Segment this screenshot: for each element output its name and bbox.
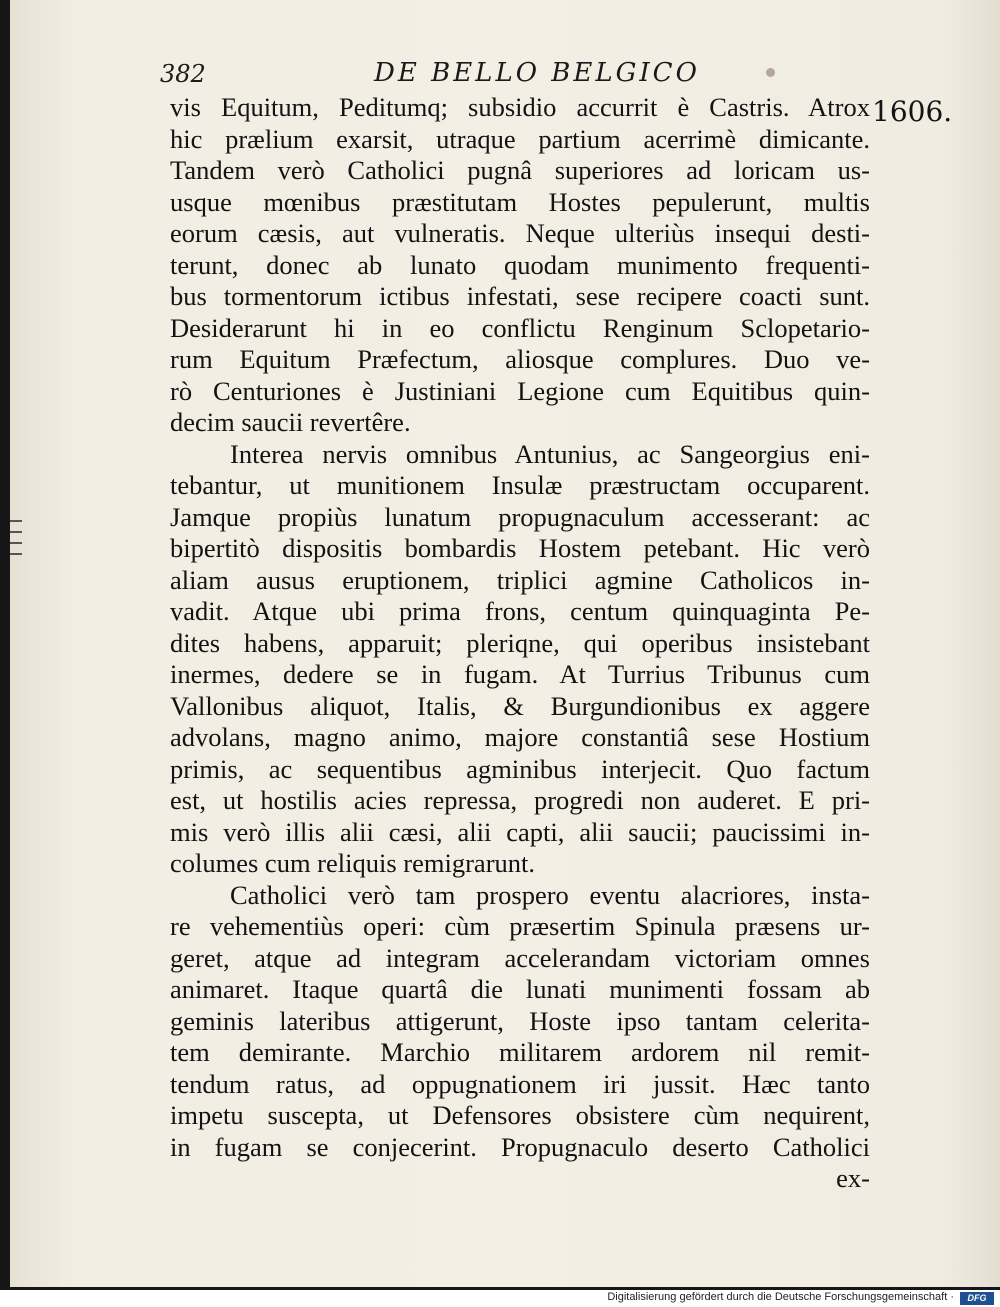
- gutter-marks: [10, 520, 24, 580]
- paragraph-start-line: Interea nervis omnibus Antunius, ac Sangeorgius eni-: [230, 438, 870, 469]
- text-line: geminis lateribus attigerunt, Hoste ipso tantam celerita-: [170, 1005, 870, 1036]
- dfg-logo: DFG: [960, 1292, 994, 1305]
- text-line: Desiderarunt hi in eo conflictu Renginum Sclopetario-: [170, 312, 870, 343]
- paragraph-end-line: columes cum reliquis remigrarunt.: [170, 848, 536, 878]
- text-line: dites habens, apparuit; pleriqne, qui operibus insistebant: [170, 627, 870, 658]
- text-line: bus tormentorum ictibus infestati, sese recipere coacti sunt.: [170, 281, 870, 311]
- text-line: re vehementiùs operi: cùm præsertim Spinula præsens ur-: [170, 911, 870, 941]
- text-line: in fugam se conjecerint. Propugnaculo deserto Catholici: [170, 1131, 870, 1162]
- text-line: hic prælium exarsit, utraque partium acerrimè dimicante.: [170, 123, 870, 154]
- margin-year: 1606.: [872, 95, 953, 128]
- text-line: mis verò illis alii cæsi, alii capti, alii saucii; paucissimi in-: [170, 816, 870, 847]
- paragraph-start-line: Catholici verò tam prospero eventu alacriores, insta-: [230, 879, 870, 910]
- body-text: [170, 92, 870, 1195]
- text-line: inermes, dedere se in fugam. At Turrius Tribunus cum: [170, 659, 870, 689]
- text-line: advolans, magno animo, majore constantiâ sese Hostium: [170, 722, 870, 752]
- text-line: eorum cæsis, aut vulneratis. Neque ulteriùs insequi desti-: [170, 218, 870, 248]
- text-line: geret, atque ad integram accelerandam victoriam omnes: [170, 942, 870, 973]
- text-line: bipertitò dispositis bombardis Hostem petebant. Hic verò: [170, 533, 870, 563]
- text-line: Vallonibus aliquot, Italis, & Burgundionibus ex aggere: [170, 690, 870, 721]
- book-page: [10, 0, 1000, 1287]
- text-line: usque mœnibus præstitutam Hostes pepulerunt, multis: [170, 186, 870, 217]
- text-line: primis, ac sequentibus agminibus interjecit. Quo factum: [170, 753, 870, 784]
- text-line: est, ut hostilis acies repressa, progredi non auderet. E pri-: [170, 785, 870, 815]
- text-line: impetu suscepta, ut Defensores obsistere cùm nequirent,: [170, 1100, 870, 1130]
- text-line: tebantur, ut munitionem Insulæ præstructam occuparent.: [170, 470, 870, 500]
- catchword: ex-: [836, 1163, 870, 1193]
- text-line: terunt, donec ab lunato quodam munimento frequenti-: [170, 249, 870, 280]
- text-line: animaret. Itaque quartâ die lunati munimenti fossam ab: [170, 974, 870, 1004]
- running-title: DE BELLO BELGICO: [374, 58, 700, 88]
- text-line: tem demirante. Marchio militarem ardorem nil remit-: [170, 1037, 870, 1067]
- text-line: Tandem verò Catholici pugnâ superiores ad loricam us-: [170, 155, 870, 185]
- text-line: rum Equitum Præfectum, aliosque complures. Duo ve-: [170, 344, 870, 374]
- text-line: vadit. Atque ubi prima frons, centum quinquaginta Pe-: [170, 596, 870, 626]
- text-line: vis Equitum, Peditumq; subsidio accurrit è Castris. Atrox: [170, 92, 870, 122]
- digitization-footer: [0, 1290, 1000, 1307]
- text-line: aliam ausus eruptionem, triplici agmine Catholicos in-: [170, 564, 870, 595]
- paragraph-end-line: decim saucii revertêre.: [170, 407, 411, 437]
- ink-spot: [766, 68, 775, 77]
- footer-credit: Digitalisierung gefördert durch die Deutsche Forschungsgemeinschaft ·: [607, 1291, 954, 1303]
- page-number: 382: [160, 60, 206, 88]
- text-line: rò Centuriones è Justiniani Legione cum Equitibus quin-: [170, 375, 870, 406]
- text-line: Jamque propiùs lunatum propugnaculum accesserant: ac: [170, 501, 870, 532]
- running-head: [160, 58, 850, 94]
- text-line: tendum ratus, ad oppugnationem iri jussit. Hæc tanto: [170, 1068, 870, 1099]
